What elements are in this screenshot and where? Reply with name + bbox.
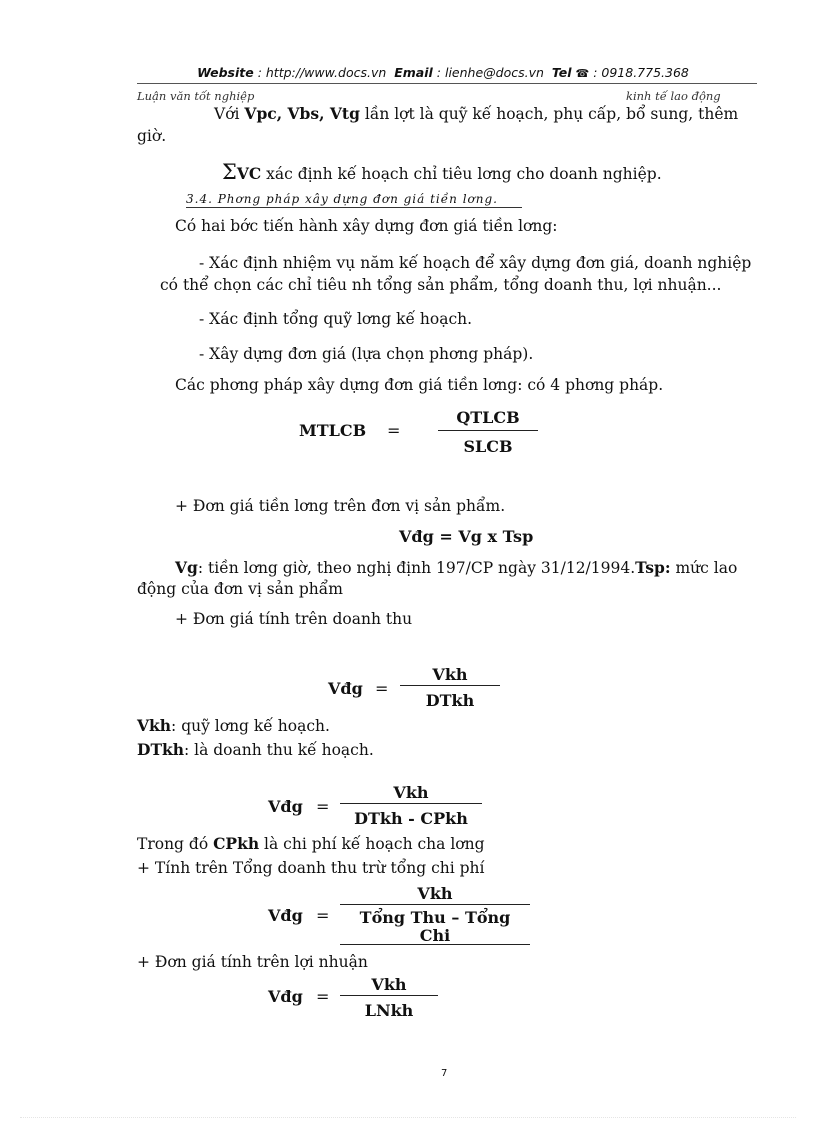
formula-4-lhs: Vđg bbox=[268, 906, 303, 925]
paragraph-9: + Đơn giá tính trên lợi nhuận bbox=[137, 953, 368, 971]
paragraph-vg: Vg: tiền lơng giờ, theo nghị định 197/CP ngày 31/12/1994.Tsp: mức lao bbox=[175, 558, 738, 577]
website-url[interactable]: : http://www.docs.vn bbox=[253, 65, 387, 80]
page-header bbox=[0, 65, 816, 80]
page-bottom-divider bbox=[20, 1117, 796, 1118]
formula-2-lhs: Vđg bbox=[328, 679, 363, 698]
definition-vkh: Vkh: quỹ lơng kế hoạch. bbox=[137, 716, 330, 735]
bullet-2: - Xác định tổng quỹ lơng kế hoạch. bbox=[199, 310, 473, 328]
bullet-1: - Xác định nhiệm vụ năm kế hoạch để xây dựng đơn giá, doanh nghiệp bbox=[199, 254, 752, 272]
formula-5-denominator: LNkh bbox=[364, 1001, 414, 1020]
formula-1-eq: = bbox=[387, 421, 401, 440]
page-number: 7 bbox=[441, 1068, 448, 1079]
formula-1-bar bbox=[438, 430, 538, 431]
formula-3-numerator: Vkh bbox=[393, 783, 429, 802]
formula-5-bar bbox=[340, 995, 438, 996]
paragraph-8: + Tính trên Tổng doanh thu trừ tổng chi phí bbox=[137, 859, 485, 877]
formula-4-bottom-bar bbox=[340, 944, 530, 945]
paragraph-4: Các phơng pháp xây dựng đơn giá tiền lơng: có 4 phơng pháp. bbox=[175, 376, 664, 394]
formula-2-bar bbox=[400, 685, 500, 686]
formula-2-numerator: Vkh bbox=[432, 665, 468, 684]
formula-4-denominator: Tổng Thu – Tổng bbox=[359, 908, 511, 927]
paragraph-7: Trong đó CPkh là chi phí kế hoạch cha lơng bbox=[137, 834, 485, 853]
paragraph-1: Với Vpc, Vbs, Vtg lần lợt là quỹ kế hoạch, phụ cấp, bổ sung, thêm bbox=[214, 104, 739, 123]
heading-underline bbox=[186, 207, 522, 208]
paragraph-vg-cont: động của đơn vị sản phẩm bbox=[137, 580, 343, 598]
formula-3-lhs: Vđg bbox=[268, 797, 303, 816]
tel-number: : 0918.775.368 bbox=[589, 65, 689, 80]
formula-1-denominator: SLCB bbox=[463, 437, 513, 456]
section-heading: 3.4. Phơng pháp xây dựng đơn giá tiền lơng. bbox=[186, 192, 498, 206]
formula-3-bar bbox=[340, 803, 482, 804]
formula-4-denominator-cont: Chi bbox=[419, 926, 451, 945]
formula-5-numerator: Vkh bbox=[371, 975, 407, 994]
tel-label: Tel bbox=[551, 65, 572, 80]
bullet-3: - Xây dựng đơn giá (lựa chọn phơng pháp). bbox=[199, 345, 534, 363]
paragraph-1-cont: giờ. bbox=[137, 127, 167, 145]
thesis-label: Luận văn tốt nghiệp bbox=[137, 89, 255, 103]
sigma-symbol: Σ bbox=[222, 160, 237, 184]
paragraph-6: + Đơn giá tính trên doanh thu bbox=[175, 610, 413, 628]
subject-label: kinh tế lao động bbox=[626, 89, 721, 103]
formula-2-denominator: DTkh bbox=[425, 691, 475, 710]
formula-5-eq: = bbox=[316, 987, 330, 1006]
bullet-1-cont: có thể chọn các chỉ tiêu nh tổng sản phẩm, tổng doanh thu, lợi nhuận... bbox=[160, 276, 722, 294]
website-label: Website bbox=[197, 65, 254, 80]
formula-3-eq: = bbox=[316, 797, 330, 816]
formula-vdg: Vđg = Vg x Tsp bbox=[399, 527, 534, 546]
formula-4-bar bbox=[340, 904, 530, 905]
email-label: Email bbox=[394, 65, 433, 80]
phone-icon: ☎ bbox=[575, 67, 590, 80]
formula-5-lhs: Vđg bbox=[268, 987, 303, 1006]
definition-dtkh: DTkh: là doanh thu kế hoạch. bbox=[137, 740, 374, 759]
email-address[interactable]: : lienhe@docs.vn bbox=[432, 65, 544, 80]
formula-1-lhs: MTLCB bbox=[299, 421, 367, 440]
header-divider bbox=[137, 83, 757, 84]
formula-1-numerator: QTLCB bbox=[456, 408, 520, 427]
formula-4-numerator: Vkh bbox=[417, 884, 453, 903]
formula-3-denominator: DTkh - CPkh bbox=[354, 809, 468, 828]
formula-2-eq: = bbox=[375, 679, 389, 698]
formula-4-eq: = bbox=[316, 906, 330, 925]
paragraph-5: + Đơn giá tiền lơng trên đơn vị sản phẩm. bbox=[175, 497, 506, 515]
paragraph-3: Có hai bớc tiến hành xây dựng đơn giá tiền lơng: bbox=[175, 217, 558, 235]
paragraph-2: ΣVC xác định kế hoạch chỉ tiêu lơng cho doanh nghiệp. bbox=[222, 160, 662, 184]
